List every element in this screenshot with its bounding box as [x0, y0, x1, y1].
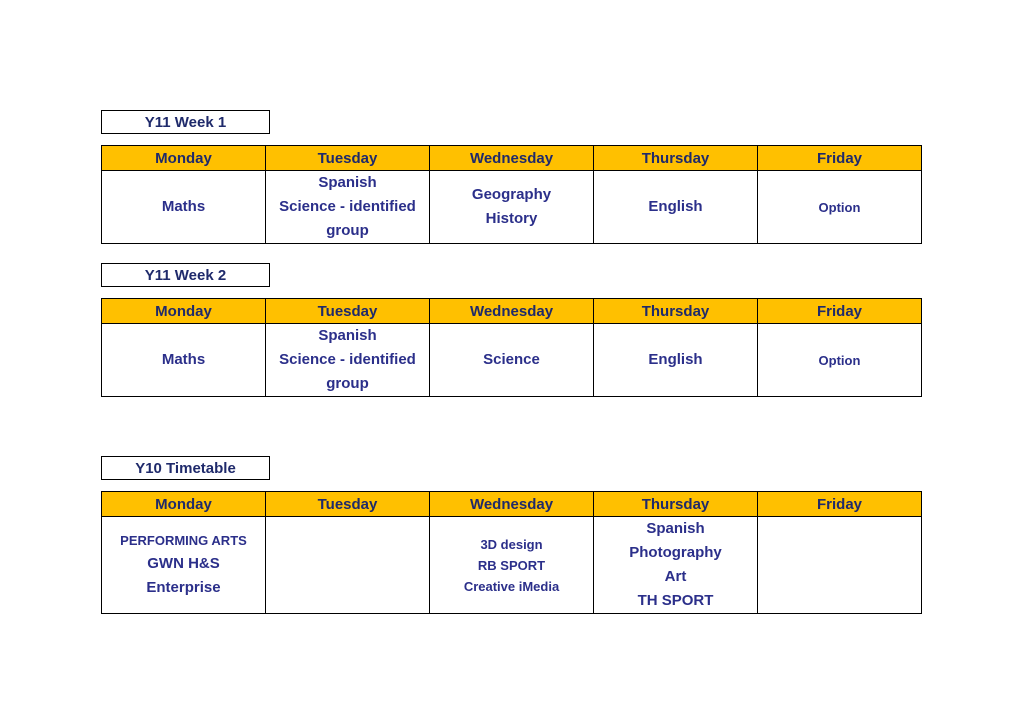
- week2-wednesday-line: Science: [483, 351, 540, 368]
- y10-cell-wednesday: [430, 517, 594, 614]
- week1-day-tuesday: Tuesday: [266, 146, 430, 171]
- week1-thursday-line: English: [648, 198, 703, 215]
- week2-friday-line: Option: [818, 352, 861, 368]
- week1-friday-line: Option: [818, 199, 861, 215]
- y10-cell-monday: [102, 517, 266, 614]
- week1-tuesday-line: Science - identified: [279, 198, 416, 215]
- y10-wednesday-line: Creative iMedia: [463, 578, 560, 594]
- week2-cell-monday: [102, 324, 266, 397]
- week1-cell-thursday: [594, 171, 758, 244]
- y10-day-monday: Monday: [102, 492, 266, 517]
- y10-monday-line: PERFORMING ARTS: [120, 533, 247, 548]
- week2-cell-wednesday: [430, 324, 594, 397]
- week1-day-monday: Monday: [102, 146, 266, 171]
- week2-tuesday-line: group: [326, 375, 369, 392]
- y10-monday-line: GWN H&S: [147, 555, 220, 572]
- y10-day-tuesday: Tuesday: [266, 492, 430, 517]
- y10-wednesday-line: RB SPORT: [477, 557, 546, 573]
- week2-monday-line: Maths: [161, 351, 206, 368]
- week1-wednesday-line: Geography: [471, 186, 552, 203]
- week2-day-friday: Friday: [758, 299, 922, 324]
- week1-day-thursday: Thursday: [594, 146, 758, 171]
- week1-day-friday: Friday: [758, 146, 922, 171]
- week1-cell-tuesday: [266, 171, 430, 244]
- week1-timetable: [101, 145, 922, 244]
- week1-cell-monday: [102, 171, 266, 244]
- week1-cell-wednesday: [430, 171, 594, 244]
- week2-day-tuesday: Tuesday: [266, 299, 430, 324]
- y10-thursday-line: Spanish: [646, 520, 705, 537]
- week1-header-row: [102, 146, 922, 171]
- week2-day-thursday: Thursday: [594, 299, 758, 324]
- week1-cell-friday: [758, 171, 922, 244]
- week1-wednesday-line: History: [485, 210, 538, 227]
- week2-tuesday-line: Spanish: [318, 327, 377, 344]
- week2-thursday-line: English: [648, 351, 703, 368]
- week2-cell-thursday: [594, 324, 758, 397]
- y10-thursday-line: TH SPORT: [637, 592, 714, 609]
- week2-timetable: [101, 298, 922, 397]
- week2-lesson-row: [102, 324, 922, 397]
- y10-cell-friday: [758, 517, 922, 614]
- y10-title: Y10 Timetable: [101, 456, 270, 480]
- week1-lesson-row: [102, 171, 922, 244]
- week1-title: Y11 Week 1: [101, 110, 270, 134]
- y10-header-row: [102, 492, 922, 517]
- week2-header-row: [102, 299, 922, 324]
- week2-day-wednesday: Wednesday: [430, 299, 594, 324]
- week1-day-wednesday: Wednesday: [430, 146, 594, 171]
- week1-tuesday-line: Spanish: [318, 174, 377, 191]
- y10-thursday-line: Art: [664, 568, 687, 585]
- week2-cell-tuesday: [266, 324, 430, 397]
- week2-cell-friday: [758, 324, 922, 397]
- y10-day-friday: Friday: [758, 492, 922, 517]
- y10-monday-line: Enterprise: [146, 579, 221, 596]
- week1-tuesday-line: group: [326, 222, 369, 239]
- y10-wednesday-line: 3D design: [480, 536, 543, 552]
- week2-tuesday-line: Science - identified: [279, 351, 416, 368]
- y10-day-wednesday: Wednesday: [430, 492, 594, 517]
- y10-day-thursday: Thursday: [594, 492, 758, 517]
- y10-cell-thursday: [594, 517, 758, 614]
- y10-cell-tuesday: [266, 517, 430, 614]
- y10-lesson-row: [102, 517, 922, 614]
- y10-thursday-line: Photography: [629, 544, 722, 561]
- week2-title: Y11 Week 2: [101, 263, 270, 287]
- week1-monday-line: Maths: [161, 198, 206, 215]
- y10-timetable: [101, 491, 922, 614]
- week2-day-monday: Monday: [102, 299, 266, 324]
